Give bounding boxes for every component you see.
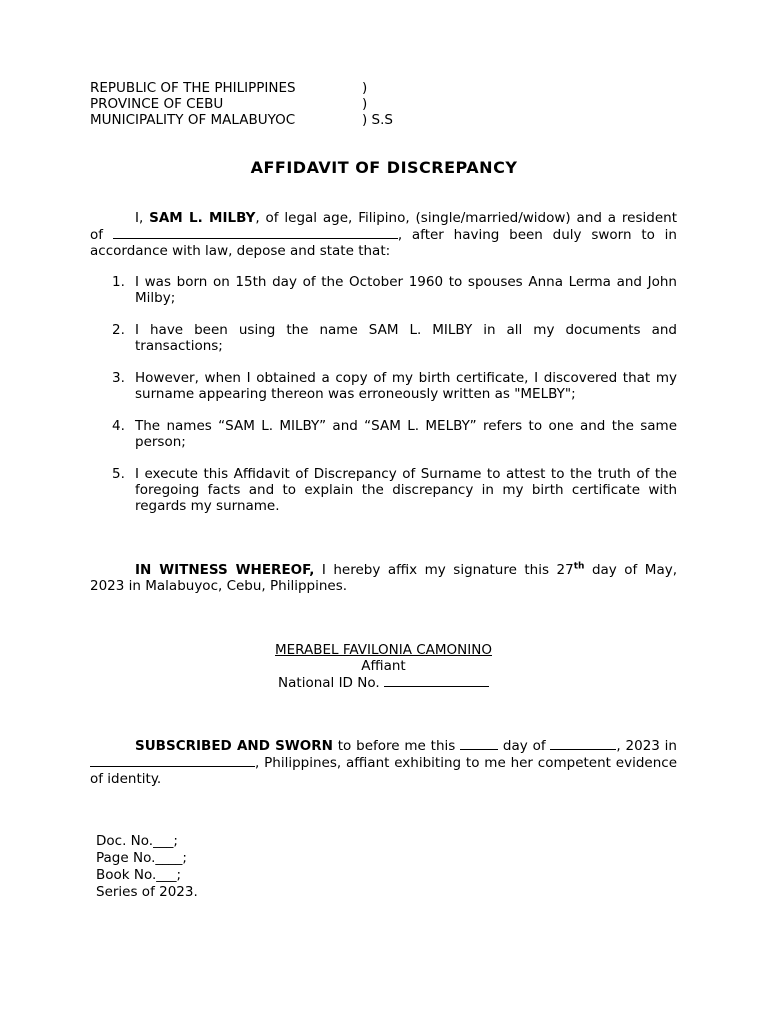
list-item xyxy=(90,466,677,514)
witness-tail: day of May, 2023 in Malabuyoc, Cebu, Philippines. xyxy=(90,562,678,594)
signature-block xyxy=(90,642,677,691)
venue-line xyxy=(90,112,393,128)
ordinal-suffix: th xyxy=(573,561,585,572)
item-number: 3. xyxy=(112,370,125,386)
jurat-lead: SUBSCRIBED AND SWORN xyxy=(135,738,333,754)
intro-pre: I, xyxy=(135,210,150,226)
item-text: The names “SAM L. MILBY” and “SAM L. MELBY” refers to one and the same person; xyxy=(135,418,677,450)
item-text: However, when I obtained a copy of my birth certificate, I discovered that my surname appearing thereon was erroneously written as "MELBY"; xyxy=(135,370,677,402)
jurat-text-2: day of xyxy=(498,738,551,754)
intro-post: , after having been duly sworn to in accordance with law, depose and state that: xyxy=(90,227,677,259)
place-blank xyxy=(90,754,255,767)
venue-text: PROVINCE OF CEBU xyxy=(90,96,224,112)
witness-text: I hereby affix my signature this 27 xyxy=(314,562,574,578)
venue-line xyxy=(90,96,393,112)
venue-bracket: ) xyxy=(362,80,368,96)
jurat-text-1: to before me this xyxy=(332,738,461,754)
national-id-line xyxy=(90,674,677,691)
notarial-register xyxy=(96,833,198,901)
page-number: Page No.____; xyxy=(96,850,187,866)
doc-number: Doc. No.___; xyxy=(96,833,178,849)
list-item xyxy=(90,322,677,354)
venue-bracket: ) xyxy=(362,96,368,112)
item-text: I execute this Affidavit of Discrepancy of Surname to attest to the truth of the foregoing facts and to explain the discrepancy in my birth certificate with regards my surname. xyxy=(135,466,677,514)
residence-blank xyxy=(113,226,398,239)
intro-paragraph xyxy=(90,210,677,259)
list-item xyxy=(90,418,677,450)
month-blank xyxy=(550,737,616,750)
intro-mid: , of legal age, Filipino, (single/married/widow) and a resident of xyxy=(90,210,677,243)
national-id-label: National ID No. xyxy=(278,675,384,691)
venue-bracket: ) S.S xyxy=(362,112,393,128)
venue-block xyxy=(90,80,393,128)
item-number: 4. xyxy=(112,418,125,434)
item-number: 5. xyxy=(112,466,125,482)
witness-lead: IN WITNESS WHEREOF, xyxy=(135,562,315,578)
item-number: 1. xyxy=(112,274,125,290)
jurat-text-4: , Philippines, affiant exhibiting to me her competent evidence of identity. xyxy=(90,755,677,787)
day-blank xyxy=(460,737,498,750)
item-text: I have been using the name SAM L. MILBY in all my documents and transactions; xyxy=(135,322,677,354)
list-item xyxy=(90,274,677,306)
series-year: Series of 2023. xyxy=(96,884,198,900)
witness-paragraph xyxy=(90,562,677,594)
statement-list xyxy=(90,274,677,530)
national-id-blank xyxy=(384,674,489,687)
venue-line xyxy=(90,80,393,96)
list-item xyxy=(90,370,677,402)
document-title: AFFIDAVIT OF DISCREPANCY xyxy=(250,158,518,177)
jurat-paragraph xyxy=(90,737,677,787)
signatory-name: MERABEL FAVILONIA CAMONINO xyxy=(275,642,492,658)
venue-text: MUNICIPALITY OF MALABUYOC xyxy=(90,112,296,128)
jurat-text-3: , 2023 in xyxy=(616,738,677,754)
affiant-name: SAM L. MILBY xyxy=(149,210,256,226)
book-number: Book No.___; xyxy=(96,867,182,883)
signatory-role: Affiant xyxy=(361,658,406,674)
item-number: 2. xyxy=(112,322,125,338)
venue-text: REPUBLIC OF THE PHILIPPINES xyxy=(90,80,296,96)
item-text: I was born on 15th day of the October 1960 to spouses Anna Lerma and John Milby; xyxy=(135,274,677,306)
